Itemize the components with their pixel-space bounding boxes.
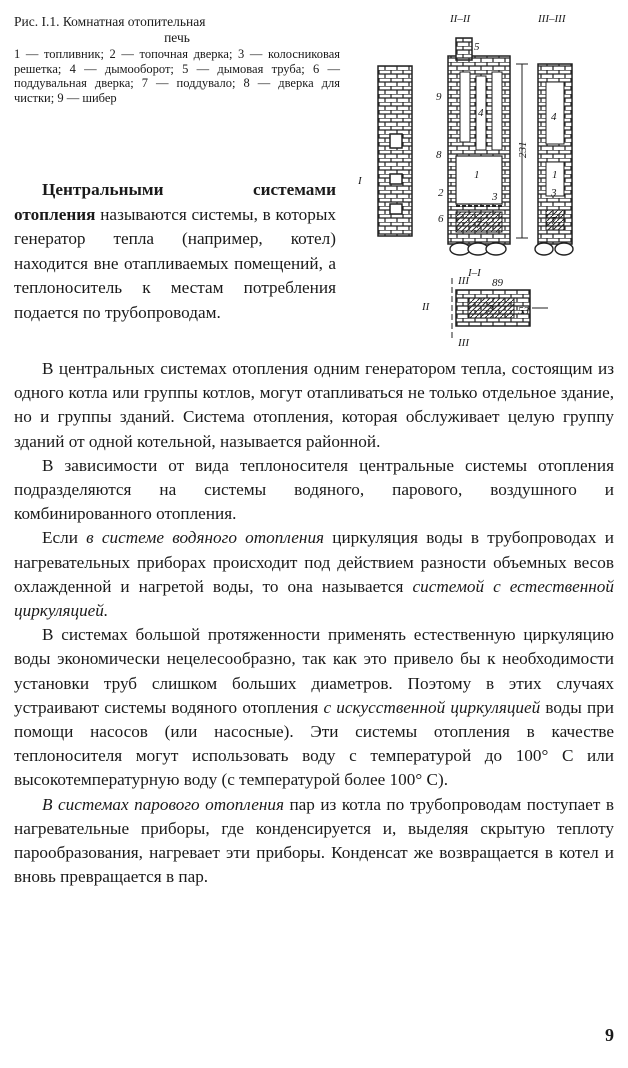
dim-53: 53 [518, 305, 529, 317]
paragraph-3: Если в системе водяного отопления циркуляция воды в трубопроводах и нагревательных приборах происходит под действием разности объемных весов охлажденной и нагретой воды, то она называется системой с естественной циркуляцией. [14, 528, 614, 621]
label-section-ii: II–II [450, 13, 471, 25]
num-2: 2 [438, 187, 444, 199]
num-3c: 3 [488, 303, 494, 315]
paragraph-4: В системах большой протяженности применять естественную циркуляцию воды экономически нецелесообразно, так как это привело бы к необходимости установки труб слишком больших диаметров. Поэтому в этих случаях устраивают системы водяного отопления с искусственной циркуляцией воды при помощи насосов (или насосные). Эти системы отопления в качестве теплоносителя могут использовать воду с температурой до 100° С или высокотемпературную воду (с температурой более 100° С). [14, 625, 614, 790]
stove-figure [352, 6, 614, 356]
paragraph-1: В центральных системах отопления одним генератором тепла, состоящим из одного котла или группы котлов, могут отапливаться не только отдельное здание, но и группы зданий. Система отопления, которая обслуживает целую группу зданий от одной котельной, называется районной. [14, 359, 614, 451]
label-side-iii-bottom: III [458, 337, 469, 349]
section-ii [448, 38, 510, 244]
lead-term: Центральными системами отопления [14, 180, 336, 224]
front-elevation [378, 66, 412, 236]
num-1: 1 [474, 169, 480, 181]
num-4b: 4 [551, 111, 557, 123]
num-8: 8 [436, 149, 442, 161]
dim-89: 89 [492, 277, 503, 289]
num-6: 6 [438, 213, 444, 225]
num-5: 5 [474, 41, 480, 53]
paragraph-5: В системах парового отопления пар из котла по трубопроводам поступает в нагревательные приборы, где конденсируется и, выделяя скрытую теплоту парообразования, нагревает эти приборы. Конденсат же возвращается в котел и вновь превращается в пар. [14, 794, 615, 887]
num-3: 3 [492, 191, 498, 203]
num-7b: 7 [551, 215, 557, 227]
main-text [14, 357, 614, 889]
label-side-ii: II [422, 301, 430, 313]
num-3b: 3 [551, 187, 557, 199]
caption-legend: 1 — топливник; 2 — топочная дверка; 3 — колосниковая решетка; 4 — дымооборот; 5 — дымовая труба; 6 — поддувальная дверка; 7 — поддувало; 8 — дверка для чистки; 9 — шибер [14, 47, 340, 105]
num-4: 4 [478, 107, 484, 119]
page-number: 9 [605, 1025, 614, 1045]
lead-paragraph [14, 178, 336, 326]
num-9: 9 [436, 91, 442, 103]
label-section-i: I–I [468, 267, 481, 279]
foundation [450, 243, 573, 255]
lead-definition: называются системы, в которых генератор тепла (например, котел) находится вне отапливаемых помещений, а теплоноситель к местам потребления подается по трубопроводам. [14, 204, 336, 322]
stove-drawing [352, 6, 614, 356]
num-7: 7 [476, 219, 482, 231]
label-section-iii: III–III [538, 13, 566, 25]
paragraph-2: В зависимости от вида теплоносителя центральные системы отопления подразделяются на системы водяного, парового, воздушного и комбинированного отопления. [14, 455, 614, 524]
caption-title: Рис. I.1. Комнатная отопительная печь [14, 14, 206, 45]
figure-caption [14, 14, 340, 105]
label-side-iii-top: III [458, 275, 469, 287]
num-1b: 1 [552, 169, 558, 181]
label-side-i: I [358, 175, 362, 187]
dim-231: 231 [517, 141, 529, 158]
